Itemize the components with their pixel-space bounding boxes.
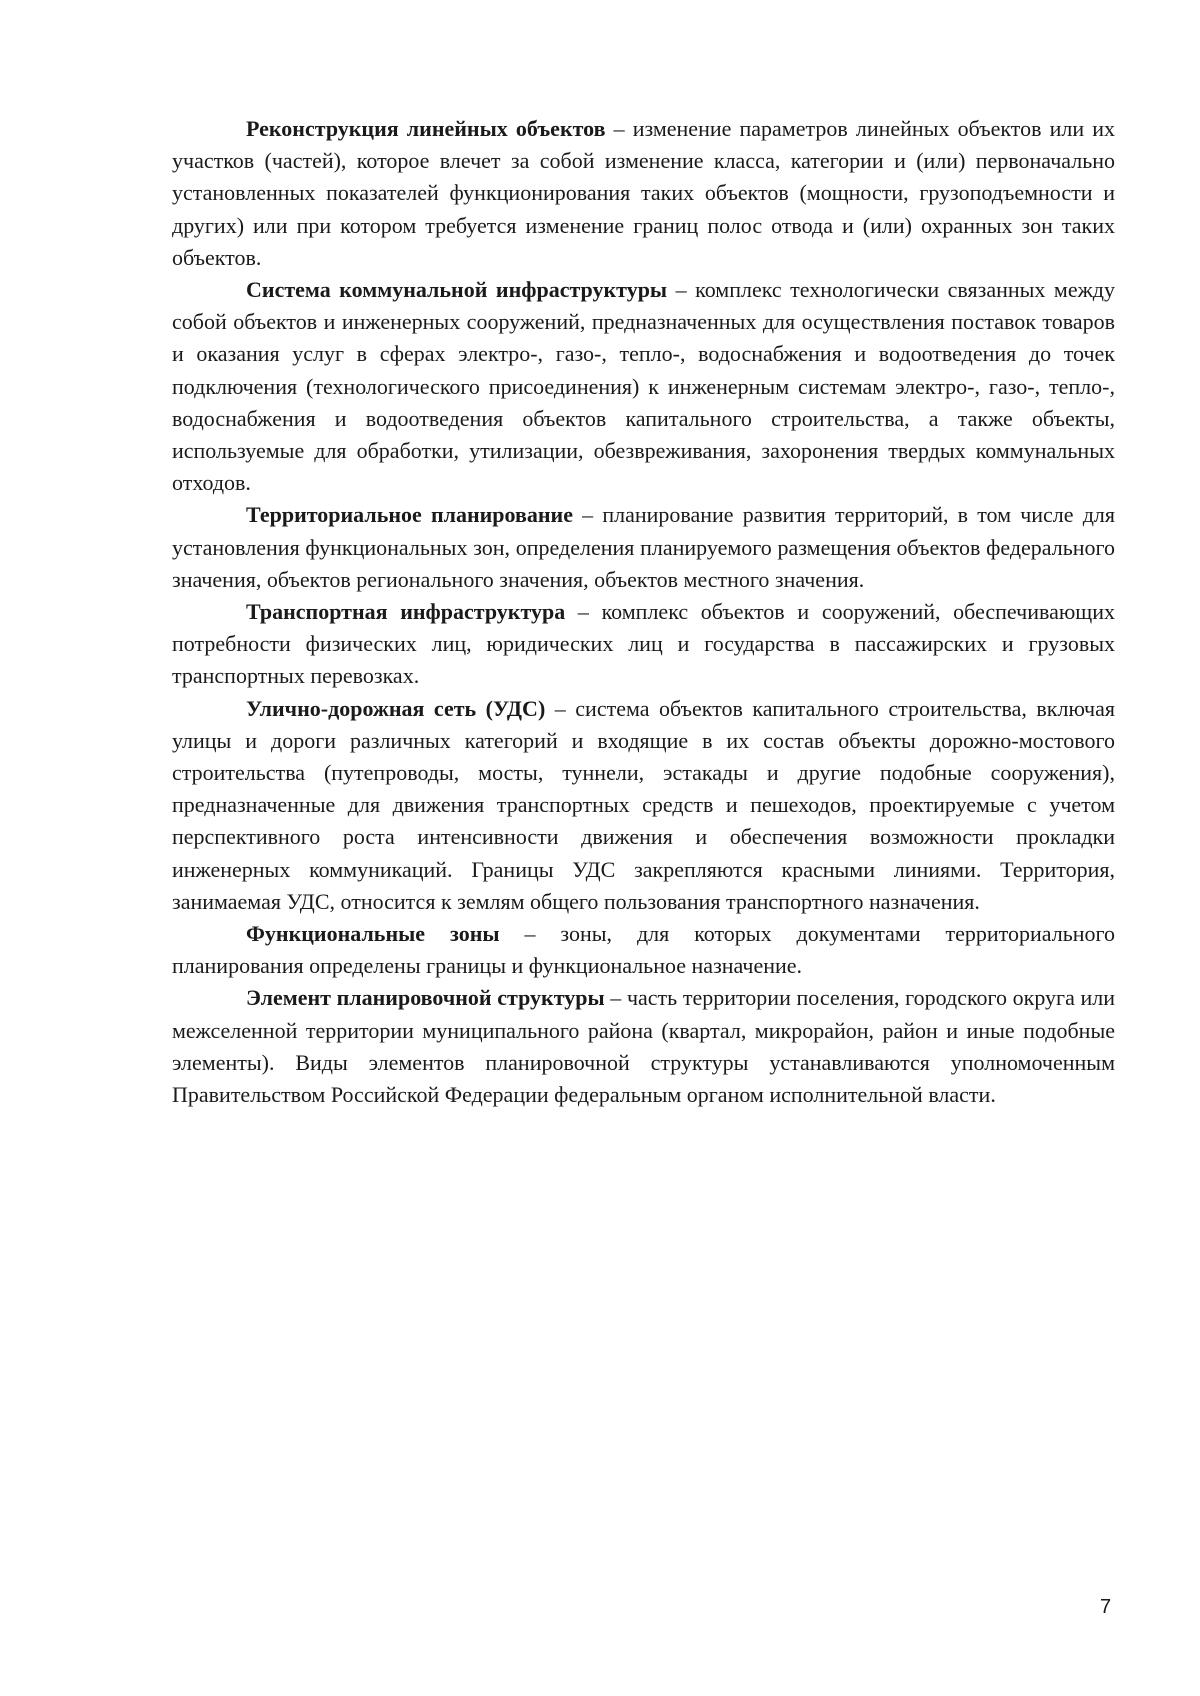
definition-term: Функциональные зоны xyxy=(246,921,500,947)
definition-term: Система коммунальной инфраструктуры xyxy=(246,277,668,303)
definition-paragraph xyxy=(172,499,1115,596)
definition-text: – часть территории поселения, городского округа или межселенной территории муниципального района (квартал, микрорайон, район и иные подобные элементы). Виды элементов планировочной структуры устанавливаются уполномоченным Правительством Российской Федерации федеральным органом исполнительной власти. xyxy=(172,985,1116,1108)
definition-paragraph xyxy=(172,113,1115,274)
definition-paragraph xyxy=(172,982,1115,1111)
definition-paragraph xyxy=(172,274,1115,499)
definition-term: Территориальное планирование xyxy=(246,502,573,528)
definitions-body xyxy=(172,113,1115,1111)
definition-paragraph xyxy=(172,693,1115,918)
definition-term: Улично-дорожная сеть (УДС) xyxy=(246,695,546,721)
definition-term: Элемент планировочной структуры xyxy=(246,985,605,1011)
definition-text: – система объектов капитального строительства, включая улицы и дороги различных категорий и входящие в их состав объекты дорожно-мостового строительства (путепроводы, мосты, туннели, эстакады и другие подобные сооружения), предназначенные для движения транспортных средств и пешеходов, проектируемые с учетом перспективного роста интенсивности движения и обеспечения возможности прокладки инженерных коммуникаций. Границы УДС закрепляются красными линиями. Территория, занимаемая УДС, относится к землям общего пользования транспортного назначения. xyxy=(172,695,1116,914)
definition-text: – комплекс технологически связанных между собой объектов и инженерных сооружений, предназначенных для осуществления поставок товаров и оказания услуг в сферах электро-, газо-, тепло-, водоснабжения и водоотведения до точек подключения (технологического присоединения) к инженерным системам электро-, газо-, тепло-, водоснабжения и водоотведения объектов капитального строительства, а также объекты, используемые для обработки, утилизации, обезвреживания, захоронения твердых коммунальных отходов. xyxy=(172,277,1116,496)
definition-text: – комплекс объектов и сооружений, обеспечивающих потребности физических лиц, юридических лиц и государства в пассажирских и грузовых транспортных перевозках. xyxy=(172,599,1116,689)
definition-text: – изменение параметров линейных объектов или их участков (частей), которое влечет за собой изменение класса, категории и (или) первоначально установленных показателей функционирования таких объектов (мощности, грузоподъемности и других) или при котором требуется изменение границ полос отвода и (или) охранных зон таких объектов. xyxy=(172,116,1115,270)
definition-paragraph xyxy=(172,596,1115,693)
page-number: 7 xyxy=(1100,1596,1112,1618)
definition-paragraph xyxy=(172,918,1115,982)
definition-text: – планирование развития территорий, в том числе для установления функциональных зон, определения планируемого размещения объектов федерального значения, объектов регионального значения, объектов местного значения. xyxy=(172,502,1115,592)
definition-text: – зоны, для которых документами территориального планирования определены границы и функциональное назначение. xyxy=(172,921,1115,979)
definition-term: Реконструкция линейных объектов xyxy=(246,116,606,141)
definition-term: Транспортная инфраструктура xyxy=(246,599,566,625)
